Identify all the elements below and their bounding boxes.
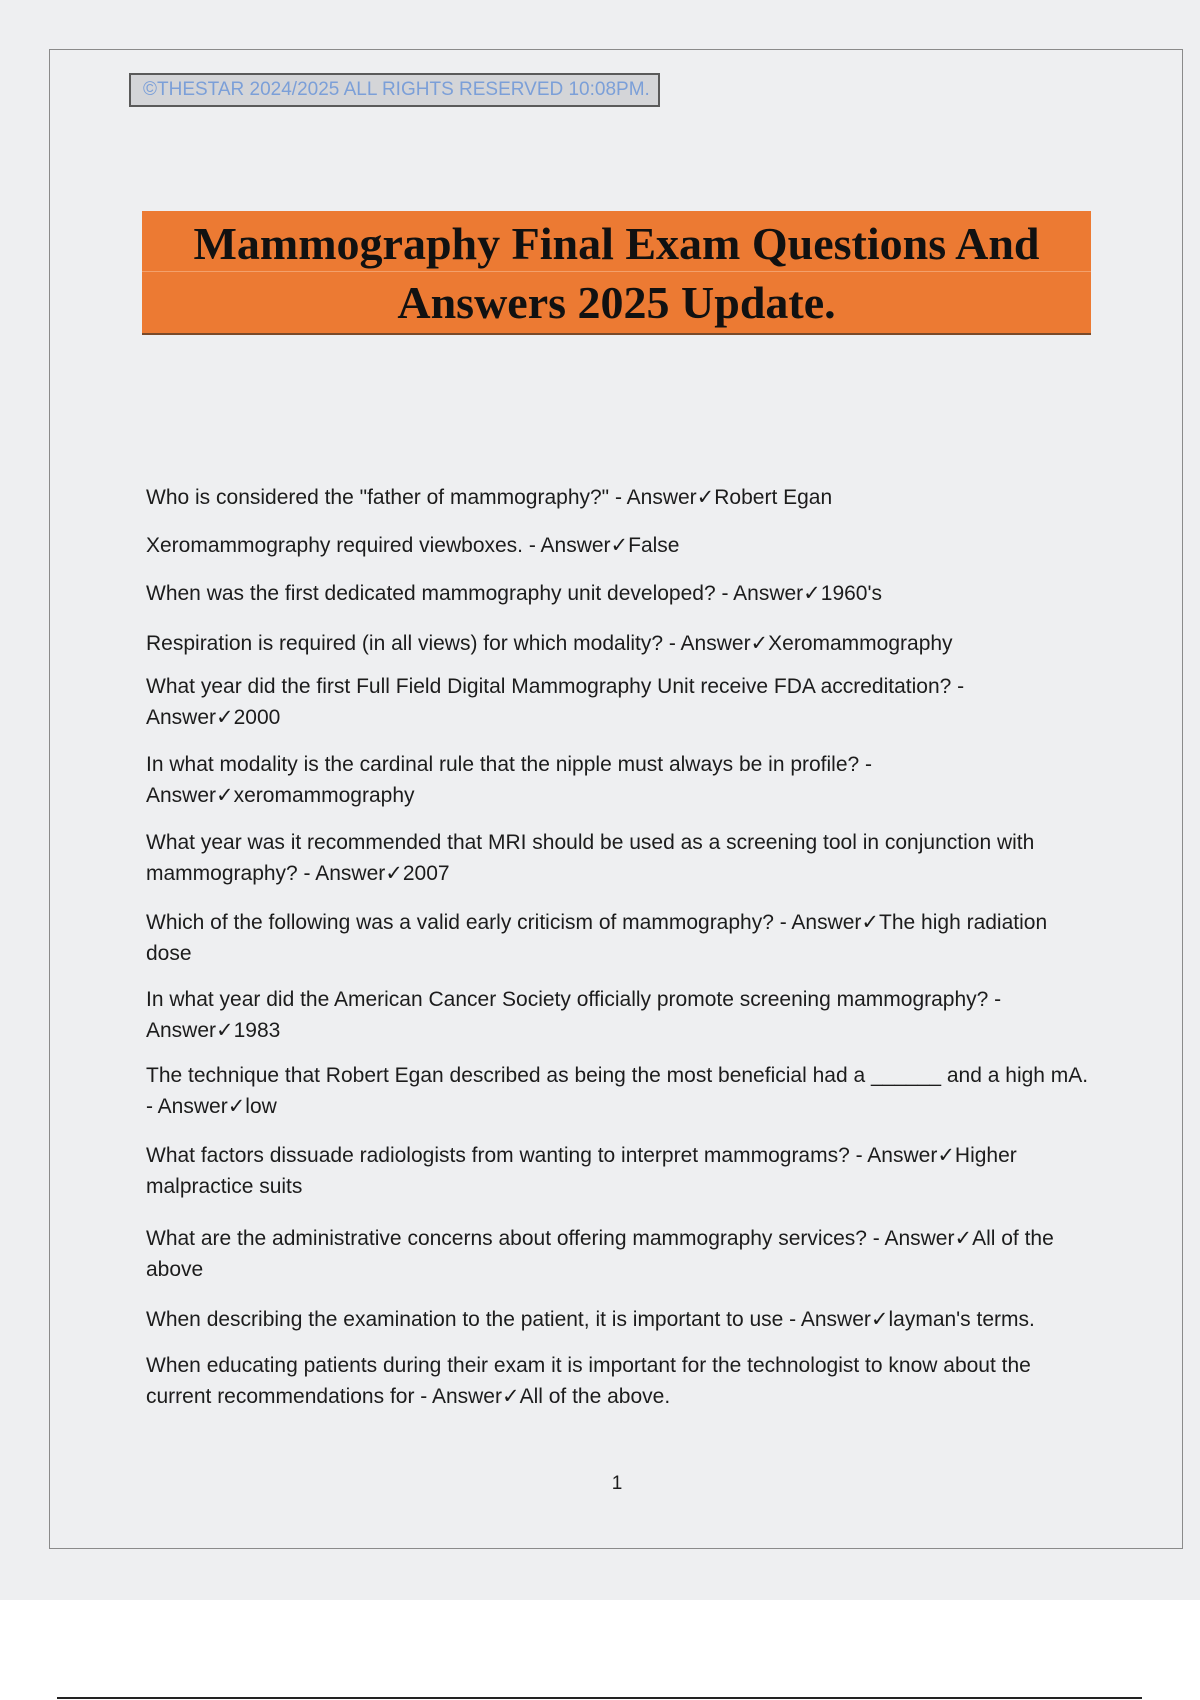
title-banner (142, 211, 1091, 335)
title-line-1: Mammography Final Exam Questions And (193, 218, 1040, 269)
page-number: 1 (611, 1473, 623, 1494)
title-line-2: Answers 2025 Update. (397, 277, 836, 328)
qa-item: Which of the following was a valid early criticism of mammography? - Answer✓The high radiation dose (146, 911, 1048, 965)
document-title (142, 211, 1091, 332)
qa-item: The technique that Robert Egan described as being the most beneficial had a ______ and a high mA. - Answer✓low (146, 1064, 1089, 1118)
qa-item: When was the first dedicated mammography unit developed? - Answer✓1960's (146, 582, 882, 605)
qa-item: In what year did the American Cancer Society officially promote screening mammography? - Answer✓1983 (146, 988, 1002, 1042)
qa-item: What factors dissuade radiologists from wanting to interpret mammograms? - Answer✓Higher malpractice suits (146, 1144, 1017, 1198)
qa-item: Who is considered the "father of mammography?" - Answer✓Robert Egan (146, 486, 833, 509)
qa-item: What are the administrative concerns about offering mammography services? - Answer✓All of the above (146, 1227, 1054, 1281)
qa-item: When educating patients during their exam it is important for the technologist to know about the current recommendations for - Answer✓All of the above. (146, 1354, 1031, 1408)
qa-item: What year was it recommended that MRI should be used as a screening tool in conjunction with mammography? - Answer✓2007 (146, 831, 1035, 885)
copyright-notice: ©THESTAR 2024/2025 ALL RIGHTS RESERVED 10:08PM. (129, 73, 660, 107)
qa-item: When describing the examination to the patient, it is important to use - Answer✓layman's terms. (146, 1308, 1035, 1331)
qa-item: What year did the first Full Field Digital Mammography Unit receive FDA accreditation? - Answer✓2000 (146, 675, 965, 729)
qa-item: In what modality is the cardinal rule that the nipple must always be in profile? - Answer✓xeromammography (146, 753, 873, 807)
qa-item: Xeromammography required viewboxes. - Answer✓False (146, 534, 680, 557)
question-answer-list (146, 482, 1096, 1412)
qa-item: Respiration is required (in all views) for which modality? - Answer✓Xeromammography (146, 632, 953, 655)
footer-divider (57, 1697, 1142, 1699)
